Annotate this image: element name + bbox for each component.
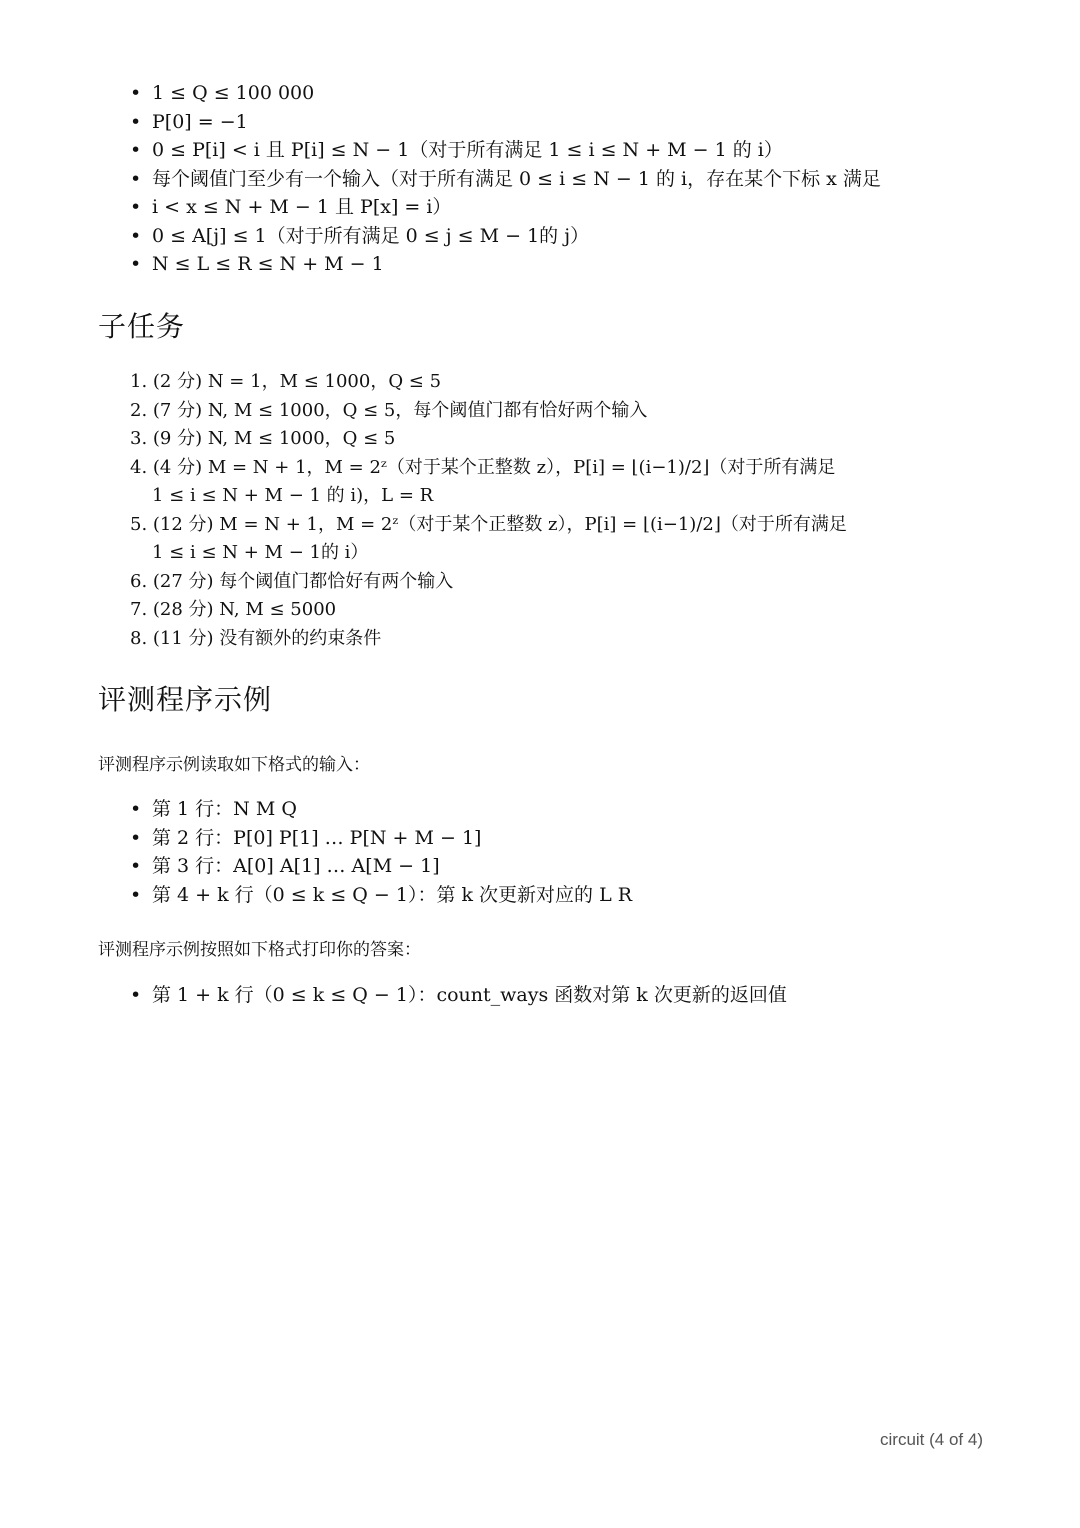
constraint-continuation-text: i < x ≤ N + M − 1 且 P[x] = i） xyxy=(152,196,452,218)
constraint-item: • 每个阈值门至少有一个输入（对于所有满足 0 ≤ i ≤ N − 1 的 i，存在某个下标 x 满足 xyxy=(130,165,990,194)
constraint-item: • P[0] = −1 xyxy=(130,108,990,137)
subtask-item: 4. (4 分) M = N + 1，M = 2ᶻ（对于某个正整数 z），P[i] = ⌊(i−1)/2⌋（对于所有满足 xyxy=(130,456,836,478)
constraint-item: • 0 ≤ A[j] ≤ 1（对于所有满足 0 ≤ j ≤ M − 1的 j） xyxy=(130,222,990,251)
subtask-item-continuation: 1 ≤ i ≤ N + M − 1 的 i)，L = R xyxy=(152,485,434,506)
subtask-item: 3. (9 分) N, M ≤ 1000，Q ≤ 5 xyxy=(130,428,396,449)
constraint-item: • 1 ≤ Q ≤ 100 000 xyxy=(130,79,990,108)
grader-input-list xyxy=(130,795,990,909)
constraints-list xyxy=(130,79,990,279)
constraint-item-continuation xyxy=(130,193,990,222)
grader-heading: 评测程序示例 xyxy=(98,683,273,716)
subtask-item: 6. (27 分) 每个阈值门都恰好有两个输入 xyxy=(130,570,454,592)
subtask-item: 8. (11 分) 没有额外的约束条件 xyxy=(130,627,382,649)
grader-input-item: • 第 1 行：N M Q xyxy=(130,795,990,824)
subtask-item: 5. (12 分) M = N + 1，M = 2ᶻ（对于某个正整数 z），P[i] = ⌊(i−1)/2⌋（对于所有满足 xyxy=(130,513,847,535)
constraint-item: • 0 ≤ P[i] < i 且 P[i] ≤ N − 1（对于所有满足 1 ≤ i ≤ N + M − 1 的 i） xyxy=(130,136,990,165)
grader-output-intro: 评测程序示例按照如下格式打印你的答案： xyxy=(98,940,421,960)
grader-input-item: • 第 3 行：A[0] A[1] … A[M − 1] xyxy=(130,852,990,881)
constraint-item: • N ≤ L ≤ R ≤ N + M − 1 xyxy=(130,250,990,279)
grader-input-item: • 第 2 行：P[0] P[1] … P[N + M − 1] xyxy=(130,824,990,853)
subtasks-list xyxy=(130,368,990,653)
grader-input-intro: 评测程序示例读取如下格式的输入： xyxy=(98,755,370,775)
subtask-item-continuation: 1 ≤ i ≤ N + M − 1的 i） xyxy=(152,542,369,563)
grader-output-list xyxy=(130,981,990,1010)
page-footer: circuit (4 of 4) xyxy=(880,1430,983,1449)
subtask-item: 7. (28 分) N, M ≤ 5000 xyxy=(130,599,337,620)
grader-output-item: • 第 1 + k 行（0 ≤ k ≤ Q − 1）：count_ways 函数对第 k 次更新的返回值 xyxy=(130,981,990,1010)
subtasks-heading: 子任务 xyxy=(98,310,186,343)
subtask-item: 1. (2 分) N = 1，M ≤ 1000，Q ≤ 5 xyxy=(130,371,442,392)
grader-input-item: • 第 4 + k 行（0 ≤ k ≤ Q − 1）：第 k 次更新对应的 L R xyxy=(130,881,990,910)
subtask-item: 2. (7 分) N, M ≤ 1000，Q ≤ 5，每个阈值门都有恰好两个输入 xyxy=(130,399,648,421)
